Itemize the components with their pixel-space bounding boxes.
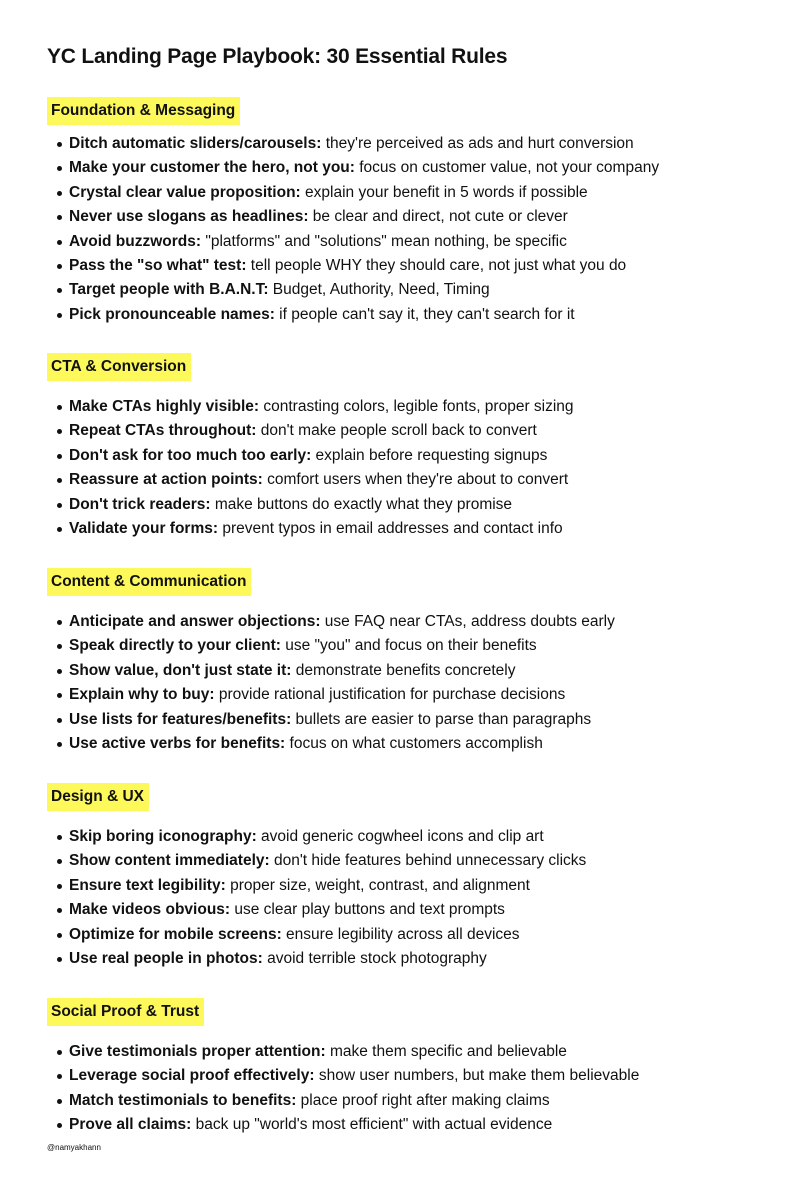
list-item [47, 898, 586, 922]
rule-text: focus on what customers accomplish [285, 734, 543, 752]
rule-text: explain your benefit in 5 words if possible [300, 183, 588, 201]
bullet-icon [57, 742, 62, 747]
rule-text: comfort users when they're about to convert [262, 471, 569, 489]
list-item [47, 181, 659, 205]
bullet-icon [57, 1123, 62, 1128]
list-item [47, 395, 574, 419]
rule-text: back up "world's most efficient" with actual evidence [191, 1116, 553, 1134]
list-item [47, 1064, 639, 1088]
rule-text: place proof right after making claims [296, 1091, 550, 1109]
rule-text: if people can't say it, they can't search for it [274, 305, 575, 323]
rule-title: Don't ask for too much too early: [69, 446, 312, 464]
rule-text: ensure legibility across all devices [281, 925, 520, 943]
rule-title: Show value, don't just state it: [69, 661, 292, 679]
list-item [47, 493, 574, 517]
rule-title: Skip boring iconography: [69, 828, 257, 845]
rule-text: provide rational justification for purchase decisions [214, 686, 566, 704]
list-item [47, 732, 615, 756]
list-item [47, 230, 659, 254]
rule-title: Make CTAs highly visible: [69, 398, 260, 415]
rule-title: Explain why to buy: [69, 686, 215, 704]
author-handle: @namyakhann [47, 1143, 101, 1152]
rule-text: focus on customer value, not your company [354, 159, 660, 177]
rule-text: don't hide features behind unnecessary clicks [269, 852, 587, 870]
bullet-icon [57, 191, 62, 196]
bullet-icon [57, 669, 62, 674]
list-item [47, 1040, 639, 1064]
rule-text: show user numbers, but make them believable [314, 1067, 640, 1085]
rule-title: Make your customer the hero, not you: [69, 159, 355, 177]
bullet-icon [57, 405, 62, 410]
rule-title: Validate your forms: [69, 519, 219, 537]
rule-title: Pass the "so what" test: [69, 256, 247, 274]
rule-title: Repeat CTAs throughout: [69, 422, 257, 440]
list-item [47, 156, 659, 180]
rule-title: Avoid buzzwords: [69, 232, 202, 250]
bullet-icon [57, 933, 62, 938]
rule-list [47, 132, 659, 327]
rule-title: Prove all claims: [69, 1116, 192, 1134]
rule-list [47, 610, 615, 756]
rule-title: Never use slogans as headlines: [69, 208, 309, 226]
bullet-icon [57, 240, 62, 245]
rule-text: demonstrate benefits concretely [291, 661, 516, 679]
section-content-communication [47, 568, 615, 756]
bullet-icon [57, 835, 62, 840]
bullet-icon [57, 454, 62, 459]
rule-text: make them specific and believable [325, 1043, 567, 1060]
bullet-icon [57, 527, 62, 532]
list-item [47, 825, 586, 849]
bullet-icon [57, 1074, 62, 1079]
section-cta-conversion [47, 353, 574, 541]
bullet-icon [57, 908, 62, 913]
bullet-icon [57, 1099, 62, 1104]
list-item [47, 205, 659, 229]
rule-title: Pick pronounceable names: [69, 305, 275, 323]
rule-text: explain before requesting signups [311, 446, 548, 464]
section-design-ux [47, 783, 586, 971]
rule-title: Ensure text legibility: [69, 876, 226, 894]
list-item [47, 1089, 639, 1113]
rule-title: Anticipate and answer objections: [69, 613, 321, 630]
bullet-icon [57, 166, 62, 171]
rule-list [47, 825, 586, 971]
rule-text: use "you" and focus on their benefits [280, 637, 537, 655]
section-foundation-messaging [47, 97, 659, 327]
bullet-icon [57, 142, 62, 147]
rule-text: proper size, weight, contrast, and alignment [225, 876, 530, 894]
bullet-icon [57, 718, 62, 723]
bullet-icon [57, 884, 62, 889]
list-item [47, 634, 615, 658]
rule-text: don't make people scroll back to convert [256, 422, 537, 440]
rule-title: Show content immediately: [69, 852, 270, 870]
list-item [47, 874, 586, 898]
bullet-icon [57, 1050, 62, 1055]
page-title: YC Landing Page Playbook: 30 Essential Rules [47, 45, 508, 68]
section-heading: Design & UX [47, 783, 149, 811]
bullet-icon [57, 859, 62, 864]
rule-text: Budget, Authority, Need, Timing [268, 281, 490, 299]
bullet-icon [57, 215, 62, 220]
list-item [47, 923, 586, 947]
rule-text: use clear play buttons and text prompts [230, 901, 505, 919]
section-heading: CTA & Conversion [47, 353, 191, 381]
list-item [47, 683, 615, 707]
rule-title: Make videos obvious: [69, 901, 231, 919]
rule-text: bullets are easier to parse than paragraphs [291, 710, 592, 728]
rule-title: Use lists for features/benefits: [69, 710, 292, 728]
rule-title: Give testimonials proper attention: [69, 1043, 326, 1060]
rule-title: Reassure at action points: [69, 471, 263, 489]
bullet-icon [57, 957, 62, 962]
list-item [47, 1113, 639, 1137]
bullet-icon [57, 288, 62, 293]
list-item [47, 132, 659, 156]
list-item [47, 468, 574, 492]
rule-title: Don't trick readers: [69, 495, 211, 513]
bullet-icon [57, 478, 62, 483]
list-item [47, 708, 615, 732]
section-heading: Content & Communication [47, 568, 251, 596]
rule-text: tell people WHY they should care, not just what you do [246, 256, 627, 274]
rule-text: make buttons do exactly what they promise [210, 495, 513, 513]
bullet-icon [57, 620, 62, 625]
rule-text: "platforms" and "solutions" mean nothing, be specific [201, 232, 567, 250]
bullet-icon [57, 429, 62, 434]
rule-title: Target people with B.A.N.T: [69, 281, 269, 299]
list-item [47, 517, 574, 541]
rule-title: Optimize for mobile screens: [69, 925, 282, 943]
bullet-icon [57, 693, 62, 698]
list-item [47, 610, 615, 634]
rule-text: be clear and direct, not cute or clever [308, 208, 568, 226]
rule-list [47, 395, 574, 541]
rule-text: avoid generic cogwheel icons and clip art [256, 828, 544, 845]
list-item [47, 849, 586, 873]
rule-title: Speak directly to your client: [69, 637, 281, 655]
rule-title: Ditch automatic sliders/carousels: [69, 135, 322, 152]
section-heading: Foundation & Messaging [47, 97, 240, 125]
bullet-icon [57, 644, 62, 649]
rule-text: use FAQ near CTAs, address doubts early [320, 613, 615, 630]
section-social-proof-trust [47, 998, 639, 1138]
bullet-icon [57, 503, 62, 508]
rule-text: they're perceived as ads and hurt conversion [321, 135, 634, 152]
rule-text: contrasting colors, legible fonts, proper sizing [259, 398, 574, 415]
section-heading: Social Proof & Trust [47, 998, 204, 1026]
list-item [47, 444, 574, 468]
bullet-icon [57, 264, 62, 269]
bullet-icon [57, 313, 62, 318]
list-item [47, 278, 659, 302]
rule-title: Use active verbs for benefits: [69, 734, 286, 752]
list-item [47, 254, 659, 278]
rule-title: Match testimonials to benefits: [69, 1091, 297, 1109]
rule-title: Crystal clear value proposition: [69, 183, 301, 201]
rule-title: Leverage social proof effectively: [69, 1067, 315, 1085]
rule-list [47, 1040, 639, 1138]
list-item [47, 947, 586, 971]
rule-text: avoid terrible stock photography [262, 949, 487, 967]
rule-title: Use real people in photos: [69, 949, 263, 967]
rule-text: prevent typos in email addresses and contact info [218, 519, 563, 537]
list-item [47, 419, 574, 443]
list-item [47, 303, 659, 327]
list-item [47, 659, 615, 683]
